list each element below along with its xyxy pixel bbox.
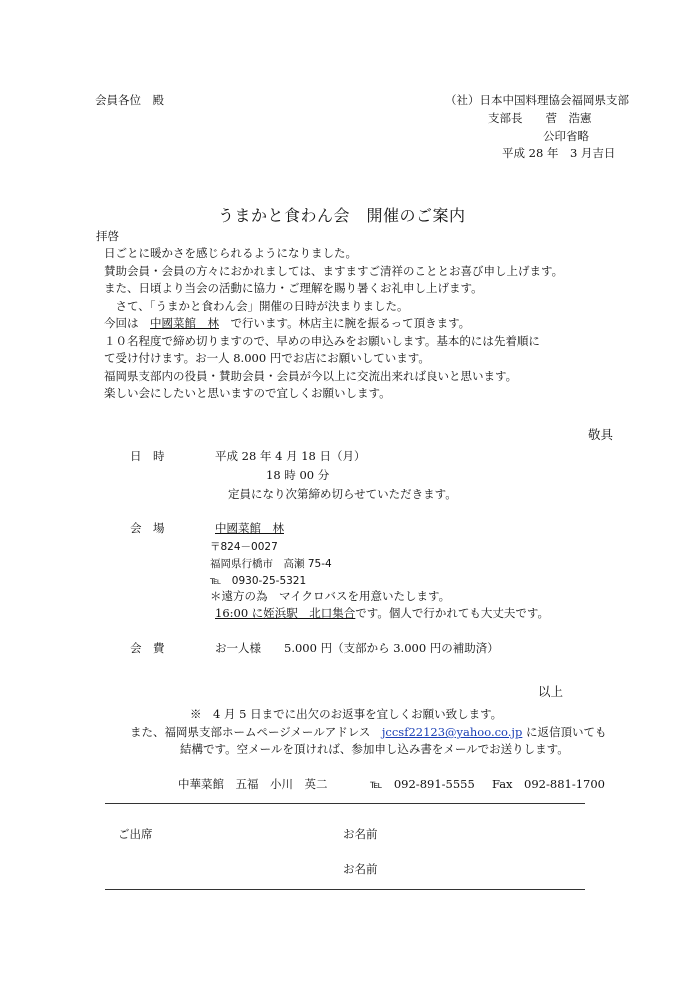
body-line: また、日頃より当会の活動に協力・ご理解を賜り暑くお礼申し上げます。: [104, 281, 483, 295]
fee-label: 会 費: [130, 641, 165, 655]
body-line: 楽しい会にしたいと思いますので宜しくお願いします。: [104, 386, 391, 400]
fee-value: お一人様 5.000 円（支部から 3.000 円の補助済）: [215, 641, 499, 655]
form-bottom-divider: [105, 889, 585, 890]
body-line: さて、「うまかと食わん会」開催の日時が決まりました。: [104, 298, 409, 313]
venue-address: 福岡県行橋市 高瀬 75-4: [210, 558, 332, 570]
schedule-date: 平成 28 年 4 月 18 日（月）: [215, 449, 366, 463]
venue-sentence-name: 中國菜館 林: [150, 316, 219, 330]
addressee: 会員各位 殿: [95, 93, 164, 107]
reply-email-line: [130, 724, 607, 740]
closing: 敬具: [588, 427, 614, 442]
meeting-point-time: 16:00 に姪浜駅 北口集合: [215, 606, 356, 620]
reply-email-suffix: に返信頂いても: [522, 725, 607, 739]
email-link[interactable]: jccsf22123@yahoo.co.jp: [381, 725, 523, 739]
venue-label: 会 場: [130, 521, 165, 535]
venue-sentence: [104, 315, 563, 333]
schedule-note: 定員になり次第締め切らせていただきます。: [228, 487, 457, 501]
body-line: 福岡県支部内の役員・賛助会員・会員が今以上に交流出来れば良いと思います。: [104, 368, 518, 383]
contact-name: 中華菜館 五福 小川 英二: [178, 777, 328, 791]
meeting-point: [215, 605, 549, 621]
salutation: 拝啓: [96, 229, 119, 243]
page-title: うまかと食わん会 開催のご案内: [218, 206, 466, 225]
meeting-point-note: です。個人で行かれても大丈夫です。: [355, 606, 549, 620]
name-label: お名前: [343, 862, 378, 876]
issue-date: 平成 28 年 3 月吉日: [502, 146, 616, 160]
venue-tel: ℡ 0930-25-5321: [210, 575, 307, 587]
seal-omitted: 公印省略: [543, 129, 589, 143]
reply-note: 結構です。空メールを頂ければ、参加申し込み書をメールでお送りします。: [180, 742, 569, 756]
body-line: 日ごとに暖かさを感じられるようになりました。: [104, 246, 357, 260]
body-line: １０名程度で締め切りますので、早めの申込みをお願いします。基本的には先着順に: [104, 333, 540, 348]
body-text: [104, 245, 563, 403]
venue-name: 中國菜館 林: [215, 521, 284, 535]
schedule-label: 日 時: [130, 449, 165, 463]
name-label: お名前: [343, 827, 378, 841]
branch-chief: 支部長 菅 浩憲: [488, 111, 592, 125]
organization: （社）日本中国料理協会福岡県支部: [445, 93, 629, 107]
venue-sentence-prefix: 今回は: [104, 316, 150, 330]
venue-postal: 〒824－0027: [210, 541, 278, 553]
schedule-time: 18 時 00 分: [266, 468, 330, 482]
body-line: て受け付けます。お一人 8.000 円でお店にお願いしています。: [104, 351, 430, 365]
reply-deadline: ※ 4 月 5 日までに出欠のお返事を宜しくお願い致します。: [190, 707, 503, 721]
body-line: 賛助会員・会員の方々におかれましては、ますますご清祥のこととお喜び申し上げます。: [104, 263, 564, 278]
attendance-label: ご出席: [118, 827, 153, 841]
reply-email-prefix: また、福岡県支部ホームページメールアドレス: [130, 725, 382, 739]
venue-sentence-suffix: で行います。林店主に腕を振るって頂きます。: [219, 316, 471, 330]
contact-tel: ℡ 092-891-5555: [370, 777, 475, 791]
contact-fax: Fax 092-881-1700: [492, 777, 605, 791]
end-mark: 以上: [538, 684, 564, 699]
bus-note: ＊遠方の為 マイクロバスを用意いたします。: [210, 589, 451, 603]
form-top-divider: [105, 803, 585, 804]
